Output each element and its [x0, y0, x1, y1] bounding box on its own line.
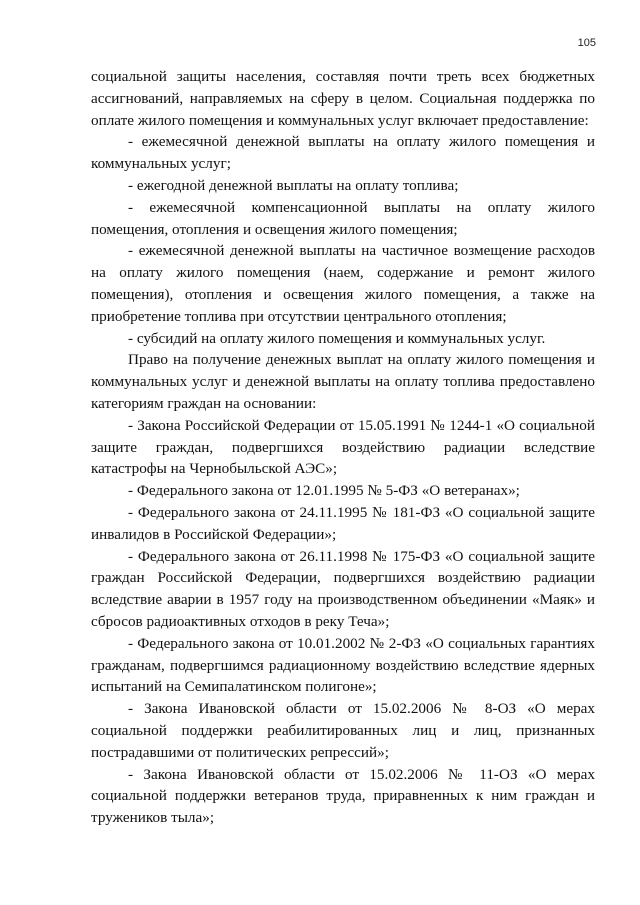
paragraph-8: - Закона Российской Федерации от 15.05.1991 № 1244-1 «О социальной защите граждан, подвергшихся воздействию радиации вследствие катастрофы на Чернобыльской АЭС»;	[91, 416, 595, 478]
paragraph-10: - Федерального закона от 24.11.1995 № 181-ФЗ «О социальной защите инвалидов в Российской Федерации»;	[91, 503, 595, 543]
paragraph-2: - ежемесячной денежной выплаты на оплату жилого помещения и коммунальных услуг;	[91, 133, 595, 173]
paragraph-6: - субсидий на оплату жилого помещения и коммунальных услуг.	[128, 329, 546, 347]
paragraph-1: социальной защиты населения, составляя почти треть всех бюджетных ассигнований, направляемых на сферу в целом. Социальная поддержка по оплате жилого помещения и коммунальных услуг включает предоставление:	[91, 68, 595, 129]
body-text	[91, 66, 595, 829]
paragraph-13: - Закона Ивановской области от 15.02.2006 № 8-ОЗ «О мерах социальной поддержки реабилитированных лиц и лиц, признанных пострадавшими от политических репрессий»;	[91, 700, 595, 761]
paragraph-14: - Закона Ивановской области от 15.02.2006 № 11-ОЗ «О мерах социальной поддержки ветеранов труда, приравненных к ним граждан и тружеников тыла»;	[91, 765, 595, 827]
paragraph-12: - Федерального закона от 10.01.2002 № 2-ФЗ «О социальных гарантиях гражданам, подвергшимся радиационному воздействию вследствие ядерных испытаний на Семипалатинском полигоне»;	[91, 634, 595, 696]
paragraph-3: - ежегодной денежной выплаты на оплату топлива;	[128, 176, 459, 194]
page-number: 105	[577, 37, 596, 49]
paragraph-9: - Федерального закона от 12.01.1995 № 5-ФЗ «О ветеранах»;	[128, 482, 520, 500]
paragraph-5: - ежемесячной денежной выплаты на частичное возмещение расходов на оплату жилого помещения (наем, содержание и ремонт жилого помещения), отопления и освещения жилого помещения, а также на приобретение топлива при отсутствии центрального отопления;	[91, 242, 595, 325]
paragraph-4: - ежемесячной компенсационной выплаты на оплату жилого помещения, отопления и освещения жилого помещения;	[91, 198, 595, 238]
paragraph-11: - Федерального закона от 26.11.1998 № 175-ФЗ «О социальной защите граждан Российской Федерации, подвергшихся воздействию радиации вследствие аварии в 1957 году на производственном объединении «Маяк» и сбросов радиоактивных отходов в реку Теча»;	[91, 547, 595, 630]
paragraph-7: Право на получение денежных выплат на оплату жилого помещения и коммунальных услуг и денежной выплаты на оплату топлива предоставлено категориям граждан на основании:	[91, 351, 595, 412]
